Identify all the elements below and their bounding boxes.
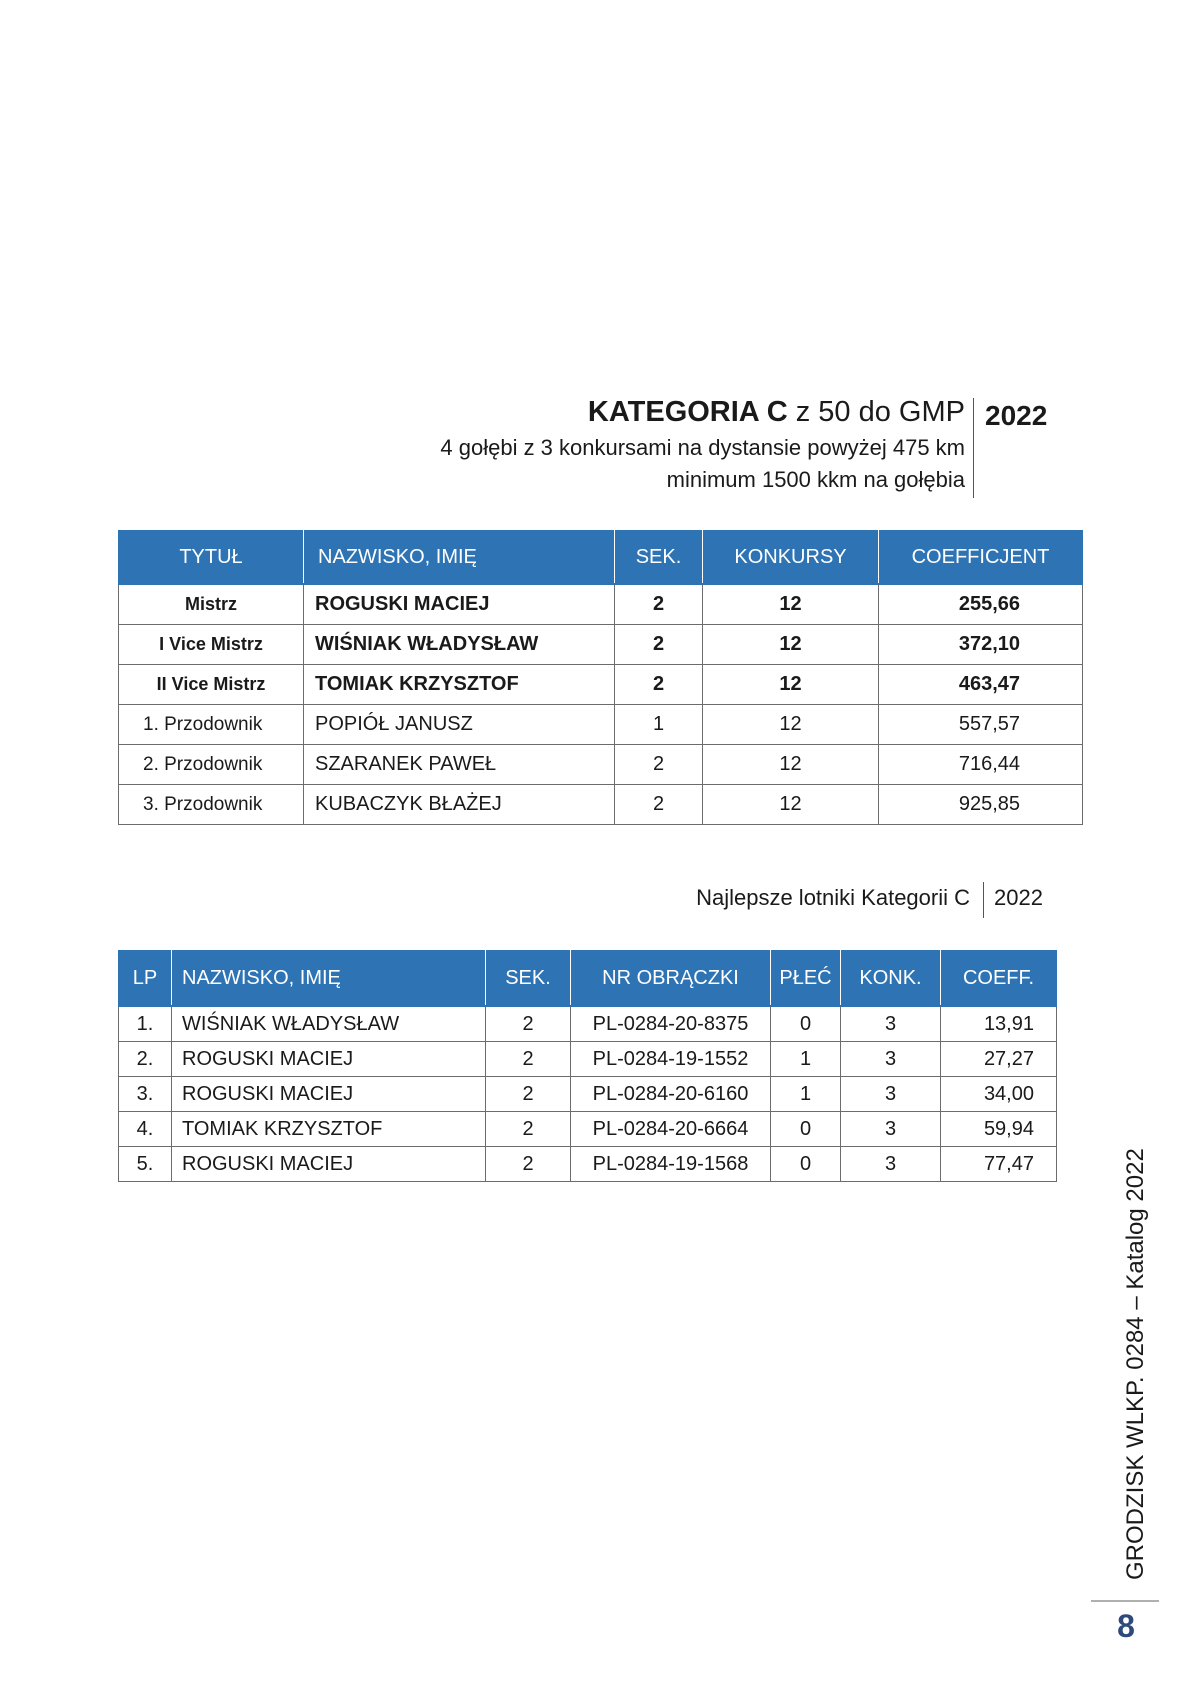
cell-coefficient: 557,57 bbox=[879, 705, 1083, 745]
cell-title: 2. Przodownik bbox=[119, 745, 304, 785]
cell-title: 1. Przodownik bbox=[119, 705, 304, 745]
cell-competitions: 3 bbox=[841, 1112, 941, 1147]
best-flyers-title: Najlepsze lotniki Kategorii C bbox=[696, 885, 970, 910]
cell-name: KUBACZYK BŁAŻEJ bbox=[304, 785, 615, 825]
cell-sex: 1 bbox=[771, 1042, 841, 1077]
cell-coefficient: 34,00 bbox=[941, 1077, 1057, 1112]
category-title: KATEGORIA C z 50 do GMP bbox=[587, 396, 965, 428]
table-header-row bbox=[119, 531, 1083, 585]
category-header bbox=[440, 392, 965, 496]
column-header-name: NAZWISKO, IMIĘ bbox=[172, 951, 486, 1007]
catalog-side-label: GRODZISK WLKP. 0284 – Katalog 2022 bbox=[1122, 1148, 1149, 1580]
cell-name: WIŚNIAK WŁADYSŁAW bbox=[172, 1006, 486, 1042]
cell-name: TOMIAK KRZYSZTOF bbox=[172, 1112, 486, 1147]
cell-name: POPIÓŁ JANUSZ bbox=[304, 705, 615, 745]
column-header-ring-number: NR OBRĄCZKI bbox=[571, 951, 771, 1007]
cell-lp: 4. bbox=[119, 1112, 172, 1147]
cell-ring-number: PL-0284-20-6664 bbox=[571, 1112, 771, 1147]
table-row bbox=[119, 1077, 1057, 1112]
column-header-sex: PŁEĆ bbox=[771, 951, 841, 1007]
column-header-coefficient: COEFF. bbox=[941, 951, 1057, 1007]
cell-coefficient: 372,10 bbox=[879, 625, 1083, 665]
cell-lp: 5. bbox=[119, 1147, 172, 1182]
cell-competitions: 12 bbox=[703, 584, 879, 625]
cell-sex: 0 bbox=[771, 1147, 841, 1182]
best-flyers-year: 2022 bbox=[994, 885, 1043, 910]
footer-divider bbox=[1091, 1600, 1159, 1602]
cell-name: ROGUSKI MACIEJ bbox=[172, 1147, 486, 1182]
table-row bbox=[119, 1147, 1057, 1182]
cell-coefficient: 59,94 bbox=[941, 1112, 1057, 1147]
cell-coefficient: 13,91 bbox=[941, 1006, 1057, 1042]
cell-name: TOMIAK KRZYSZTOF bbox=[304, 665, 615, 705]
cell-name: WIŚNIAK WŁADYSŁAW bbox=[304, 625, 615, 665]
best-flyers-table bbox=[118, 950, 1057, 1182]
cell-title: I Vice Mistrz bbox=[119, 625, 304, 665]
column-header-lp: LP bbox=[119, 951, 172, 1007]
cell-section: 1 bbox=[615, 705, 703, 745]
cell-section: 2 bbox=[486, 1147, 571, 1182]
cell-competitions: 12 bbox=[703, 625, 879, 665]
header-divider bbox=[973, 398, 974, 498]
column-header-competitions: KONK. bbox=[841, 951, 941, 1007]
cell-section: 2 bbox=[486, 1042, 571, 1077]
column-header-section: SEK. bbox=[486, 951, 571, 1007]
cell-coefficient: 27,27 bbox=[941, 1042, 1057, 1077]
cell-lp: 2. bbox=[119, 1042, 172, 1077]
cell-title: II Vice Mistrz bbox=[119, 665, 304, 705]
cell-sex: 1 bbox=[771, 1077, 841, 1112]
cell-coefficient: 463,47 bbox=[879, 665, 1083, 705]
cell-coefficient: 716,44 bbox=[879, 745, 1083, 785]
cell-competitions: 3 bbox=[841, 1042, 941, 1077]
table-row bbox=[119, 584, 1083, 625]
cell-name: ROGUSKI MACIEJ bbox=[172, 1042, 486, 1077]
cell-coefficient: 77,47 bbox=[941, 1147, 1057, 1182]
category-results-table bbox=[118, 530, 1083, 825]
cell-section: 2 bbox=[615, 625, 703, 665]
category-description-line2: minimum 1500 kkm na gołębia bbox=[666, 467, 965, 492]
cell-name: ROGUSKI MACIEJ bbox=[172, 1077, 486, 1112]
cell-competitions: 3 bbox=[841, 1077, 941, 1112]
column-header-name: NAZWISKO, IMIĘ bbox=[304, 531, 615, 585]
column-header-section: SEK. bbox=[615, 531, 703, 585]
table-row bbox=[119, 1006, 1057, 1042]
cell-coefficient: 255,66 bbox=[879, 584, 1083, 625]
cell-ring-number: PL-0284-19-1552 bbox=[571, 1042, 771, 1077]
cell-section: 2 bbox=[486, 1006, 571, 1042]
cell-coefficient: 925,85 bbox=[879, 785, 1083, 825]
best-flyers-divider bbox=[983, 882, 984, 918]
column-header-competitions: KONKURSY bbox=[703, 531, 879, 585]
cell-competitions: 12 bbox=[703, 785, 879, 825]
table-header-row bbox=[119, 951, 1057, 1007]
cell-title: Mistrz bbox=[119, 584, 304, 625]
cell-section: 2 bbox=[486, 1112, 571, 1147]
column-header-title: TYTUŁ bbox=[119, 531, 304, 585]
table-row bbox=[119, 745, 1083, 785]
cell-name: SZARANEK PAWEŁ bbox=[304, 745, 615, 785]
cell-competitions: 3 bbox=[841, 1006, 941, 1042]
column-header-coefficient: COEFFICJENT bbox=[879, 531, 1083, 585]
table-row bbox=[119, 1112, 1057, 1147]
cell-competitions: 12 bbox=[703, 705, 879, 745]
cell-competitions: 12 bbox=[703, 665, 879, 705]
cell-ring-number: PL-0284-20-8375 bbox=[571, 1006, 771, 1042]
cell-section: 2 bbox=[615, 665, 703, 705]
page-number: 8 bbox=[1117, 1608, 1135, 1644]
cell-name: ROGUSKI MACIEJ bbox=[304, 584, 615, 625]
cell-ring-number: PL-0284-20-6160 bbox=[571, 1077, 771, 1112]
table-row bbox=[119, 625, 1083, 665]
cell-ring-number: PL-0284-19-1568 bbox=[571, 1147, 771, 1182]
cell-competitions: 12 bbox=[703, 745, 879, 785]
cell-lp: 3. bbox=[119, 1077, 172, 1112]
cell-competitions: 3 bbox=[841, 1147, 941, 1182]
header-year: 2022 bbox=[985, 400, 1048, 431]
cell-section: 2 bbox=[486, 1077, 571, 1112]
cell-section: 2 bbox=[615, 785, 703, 825]
table-row bbox=[119, 1042, 1057, 1077]
category-description-line1: 4 gołębi z 3 konkursami na dystansie powyżej 475 km bbox=[440, 435, 965, 460]
cell-section: 2 bbox=[615, 584, 703, 625]
table-row bbox=[119, 665, 1083, 705]
table-row bbox=[119, 705, 1083, 745]
cell-lp: 1. bbox=[119, 1006, 172, 1042]
cell-section: 2 bbox=[615, 745, 703, 785]
table-row bbox=[119, 785, 1083, 825]
cell-title: 3. Przodownik bbox=[119, 785, 304, 825]
cell-sex: 0 bbox=[771, 1112, 841, 1147]
cell-sex: 0 bbox=[771, 1006, 841, 1042]
